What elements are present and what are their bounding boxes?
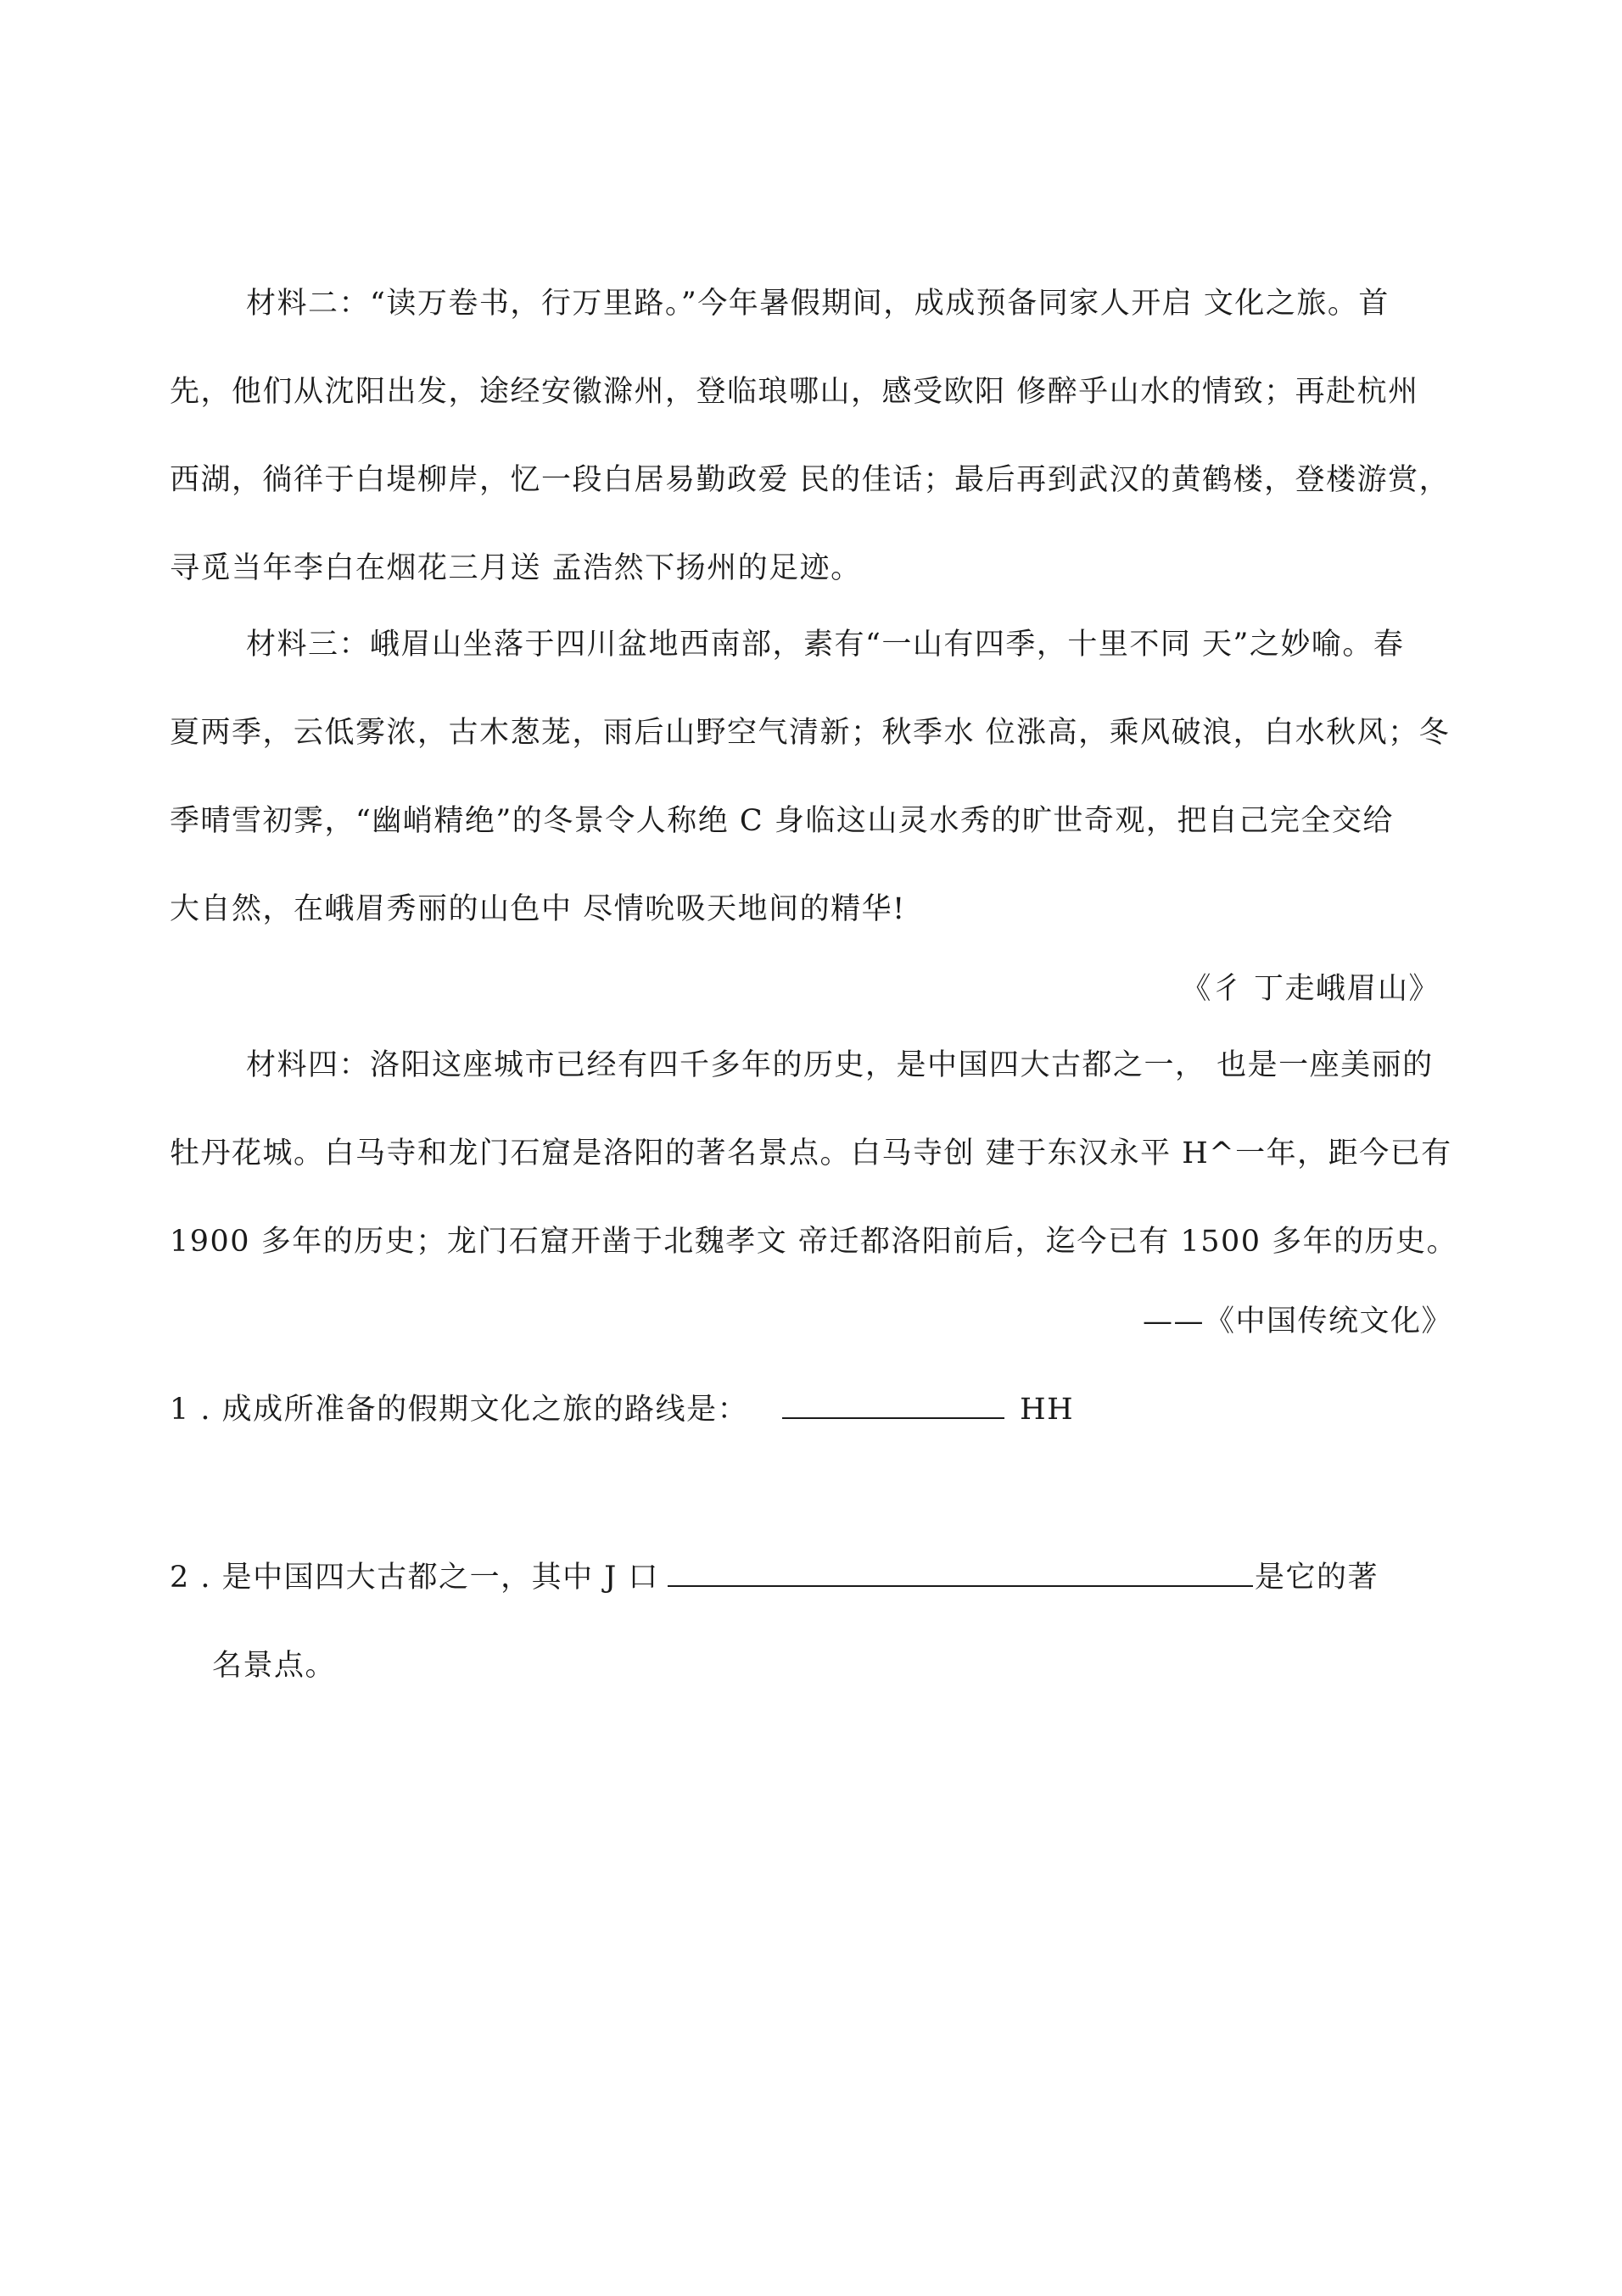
material2-line-4: 寻觅当年李白在烟花三月送 孟浩然下扬州的足迹。 — [170, 551, 862, 585]
material3-line-2: 夏两季，云低雾浓，古木葱茏，雨后山野空气清新；秋季水 位涨高，乘风破浪，白水秋风；冬 — [170, 716, 1451, 750]
question-2-answer-blank[interactable] — [668, 1560, 1253, 1587]
material3-citation: 《彳 丁走峨眉山》 — [1181, 972, 1440, 1006]
material4-line-3: 1900 多年的历史；龙门石窟开凿于北魏孝文 帝迁都洛阳前后，迄今已有 1500 多年的历史。 — [170, 1225, 1458, 1259]
question-2-prefix: 2 . 是中国四大古都之一，其中 J 口 — [170, 1561, 659, 1595]
material3-line-4: 大自然，在峨眉秀丽的山色中 尽情吮吸天地间的精华! — [170, 892, 906, 926]
material4-line-2: 牡丹花城。白马寺和龙门石窟是洛阳的著名景点。白马寺创 建于东汉永平 H^一年，距今已有 — [170, 1137, 1452, 1170]
question-1-answer-blank[interactable] — [782, 1392, 1004, 1419]
question-1-suffix: HH — [1020, 1393, 1075, 1427]
question-2 — [170, 1559, 1379, 1596]
material4-citation: ——《中国传统文化》 — [1142, 1304, 1452, 1338]
material2-line-1: 材料二：“读万卷书，行万里路。”今年暑假期间，成成预备同家人开启 文化之旅。首 — [246, 287, 1390, 321]
material3-line-3: 季晴雪初霁，“幽峭精绝”的冬景令人称绝 C 身临这山灵水秀的旷世奇观，把自己完全交给 — [170, 804, 1394, 838]
question-1-prefix: 1 . 成成所准备的假期文化之旅的路线是： — [170, 1393, 749, 1427]
material2-line-2: 先，他们从沈阳出发，途经安徽滁州，登临琅哪山，感受欧阳 修醉乎山水的情致；再赴杭州 — [170, 375, 1419, 409]
question-1 — [170, 1391, 1074, 1428]
material3-line-1: 材料三：峨眉山坐落于四川盆地西南部，素有“一山有四季，十里不同 天”之妙喻。春 — [246, 628, 1405, 662]
material2-line-3: 西湖，徜徉于白堤柳岸，忆一段白居易勤政爱 民的佳话；最后再到武汉的黄鹤楼，登楼游赏， — [170, 463, 1451, 497]
material4-line-1: 材料四：洛阳这座城市已经有四千多年的历史，是中国四大古都之一， 也是一座美丽的 — [246, 1048, 1434, 1082]
question-2-suffix: 是它的著 — [1254, 1561, 1379, 1595]
question-2-continuation: 名景点。 — [212, 1649, 337, 1683]
